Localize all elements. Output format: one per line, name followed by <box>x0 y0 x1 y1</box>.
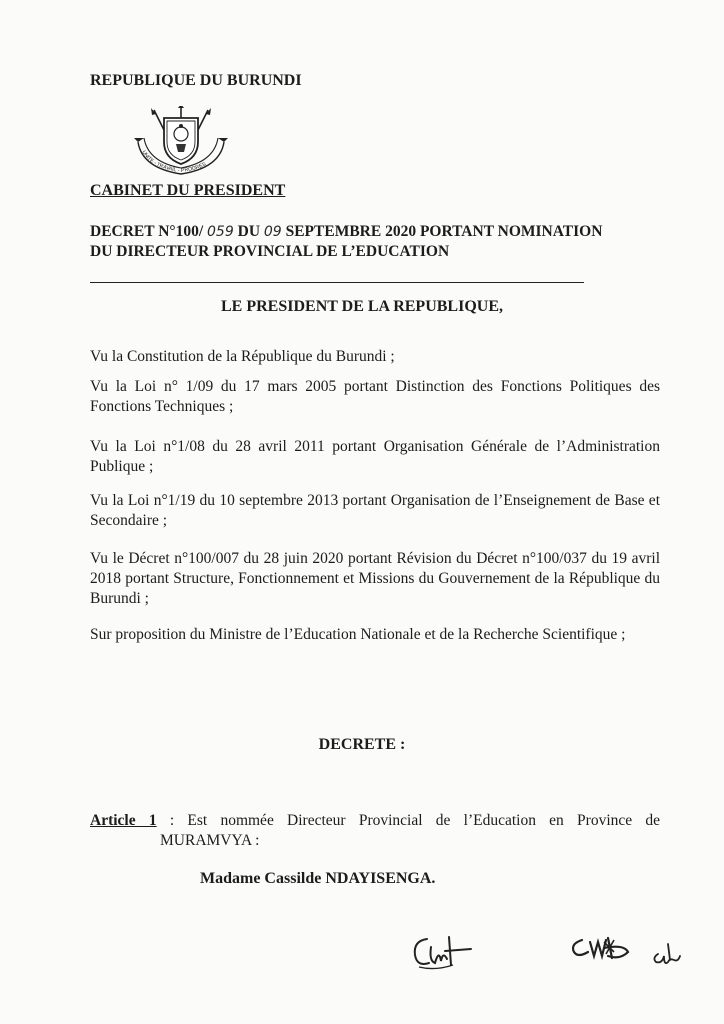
decrete-heading: DECRETE : <box>318 736 406 753</box>
consideration-constitution: Vu la Constitution de la République du Burundi ; <box>90 348 395 365</box>
initials <box>650 938 682 968</box>
president-heading: LE PRESIDENT DE LA REPUBLIQUE, <box>221 298 503 315</box>
office-heading: CABINET DU PRESIDENT <box>90 182 286 199</box>
decree-title-line1-rest: SEPTEMBRE 2020 PORTANT NOMINATION <box>285 223 603 240</box>
handwritten-day: 09 <box>263 224 282 240</box>
seal-motto: UNITE - TRAVAIL - PROGRES <box>140 149 208 174</box>
appointee-name: Madame Cassilde NDAYISENGA. <box>200 870 436 887</box>
decree-title-line2: DU DIRECTEUR PROVINCIAL DE L’EDUCATION <box>90 243 450 260</box>
title-divider <box>90 282 584 283</box>
handwritten-decree-number: 059 <box>207 224 234 240</box>
article-1-text: : Est nommée Directeur Provincial de l’Education en Province de <box>169 812 661 829</box>
signature-2 <box>568 922 638 972</box>
article-1-label: Article 1 <box>90 812 157 829</box>
decree-title <box>90 222 670 262</box>
consideration-law-2013: Vu la Loi n°1/19 du 10 septembre 2013 portant Organisation de l’Enseignement de Base et Secondaire ; <box>90 492 660 529</box>
coat-of-arms-seal <box>132 106 230 178</box>
consideration-decree-2020: Vu le Décret n°100/007 du 28 juin 2020 portant Révision du Décret n°100/037 du 19 avril 2018 portant Structure, Fonctionnement et Missions du Gouvernement de la République du Burundi ; <box>90 550 660 607</box>
signature-1 <box>405 925 475 975</box>
article-1 <box>90 811 660 851</box>
decree-title-du: DU <box>237 223 261 240</box>
consideration-law-2011: Vu la Loi n°1/08 du 28 avril 2011 portant Organisation Générale de l’Administration Publique ; <box>90 438 660 475</box>
consideration-law-2005: Vu la Loi n° 1/09 du 17 mars 2005 portant Distinction des Fonctions Politiques des Fonctions Techniques ; <box>90 378 660 415</box>
country-heading: REPUBLIQUE DU BURUNDI <box>90 72 302 89</box>
decree-title-prefix: DECRET N°100/ <box>90 223 204 240</box>
article-1-province: MURAMVYA : <box>160 832 260 849</box>
consideration-proposal: Sur proposition du Ministre de l’Education Nationale et de la Recherche Scientifique ; <box>90 626 626 643</box>
